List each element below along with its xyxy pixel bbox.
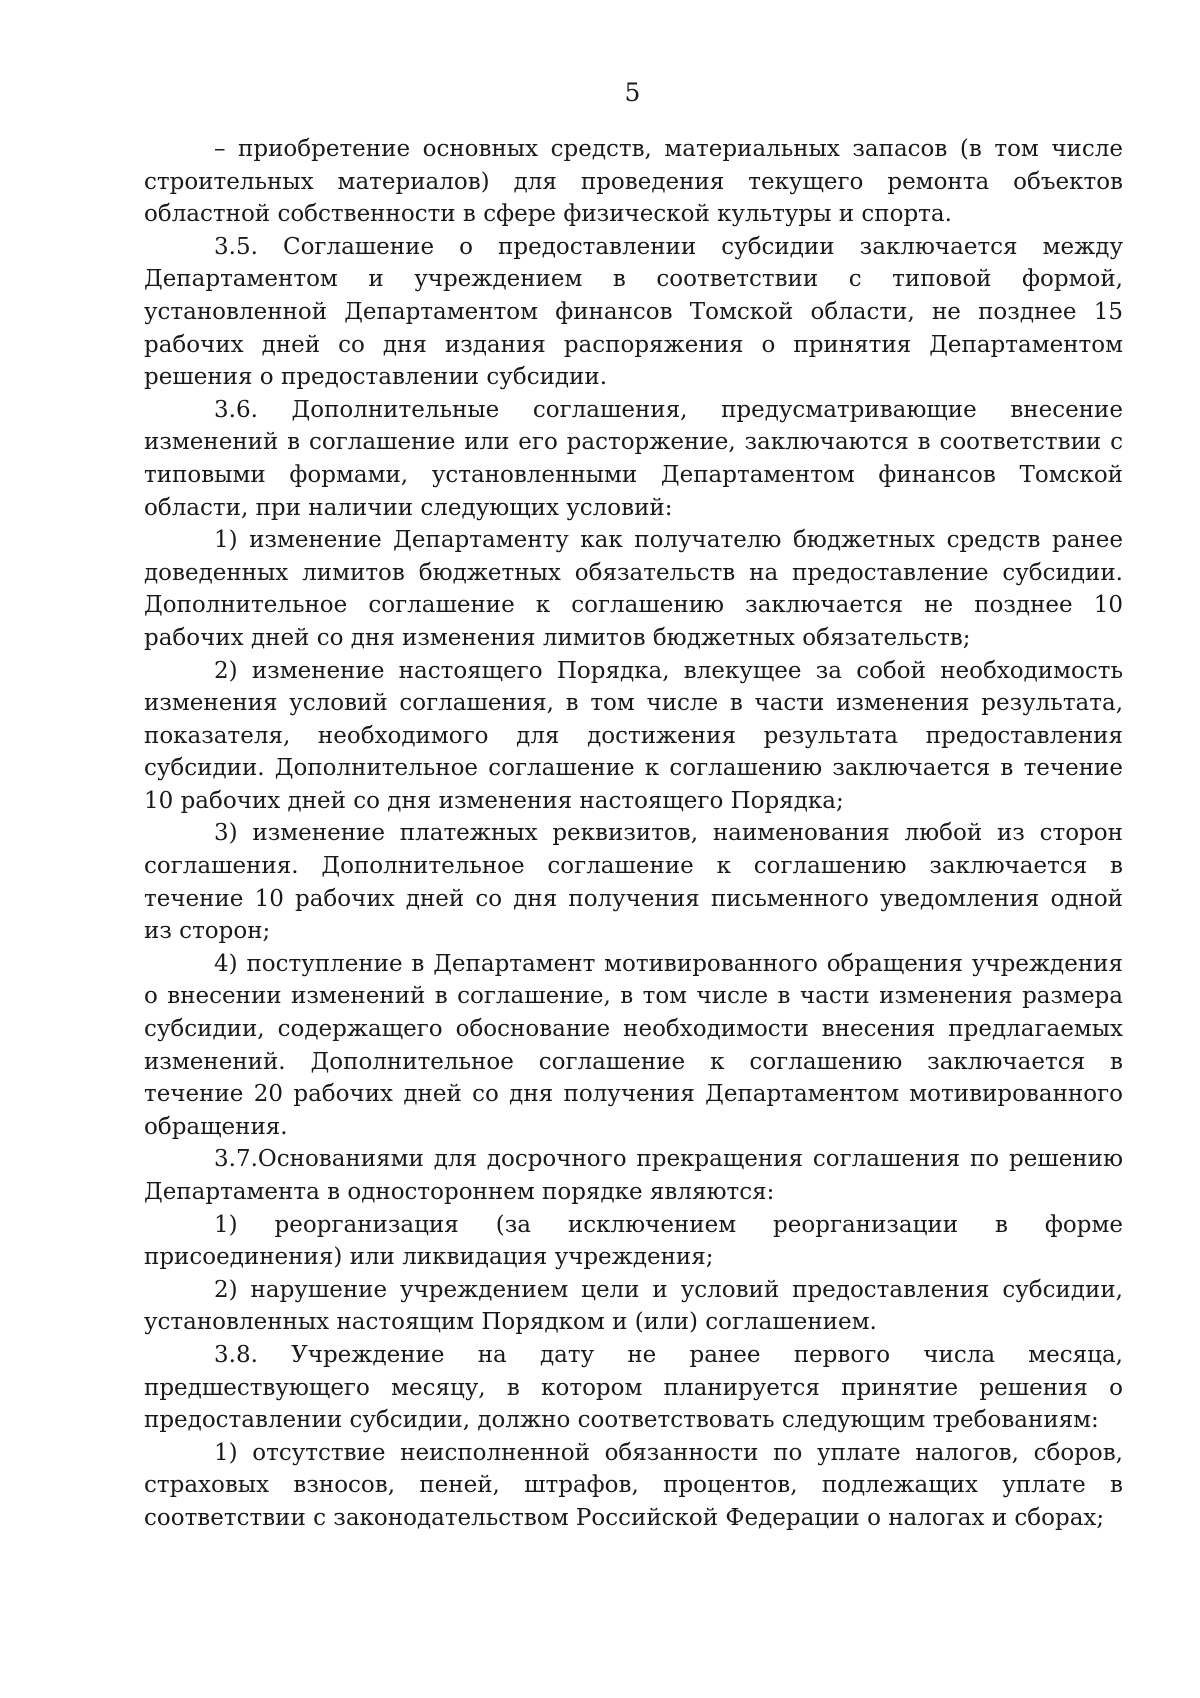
paragraph-3-6-item-2: 2) изменение настоящего Порядка, влекущее за собой необходимость изменения условий соглашения, в том числе в части изменения результата, показателя, необходимого для достижения результата предоставления субсидии. Дополнительное соглашение к соглашению заключается в течение 10 рабочих дней со дня изменения настоящего Порядка; — [144, 657, 1123, 814]
paragraph-3-6: 3.6. Дополнительные соглашения, предусматривающие внесение изменений в соглашение или его расторжение, заключаются в соответствии с типовыми формами, установленными Департаментом финансов Томской области, при наличии следующих условий: — [144, 396, 1123, 521]
paragraph-3-6-item-1: 1) изменение Департаменту как получателю бюджетных средств ранее доведенных лимитов бюджетных обязательств на предоставление субсидии. Дополнительное соглашение к соглашению заключается не позднее 10 рабочих дней со дня изменения лимитов бюджетных обязательств; — [144, 527, 1123, 651]
paragraph-3-8-item-1: 1) отсутствие неисполненной обязанности по уплате налогов, сборов, страховых взносов, пеней, штрафов, процентов, подлежащих уплате в соответствии с законодательством Российской Федерации о налогах и сборах; — [144, 1439, 1123, 1531]
paragraph-3-7-item-1: 1) реорганизация (за исключением реорганизации в форме присоединения) или ликвидация учреждения; — [144, 1211, 1123, 1271]
paragraph-3-8: 3.8. Учреждение на дату не ранее первого числа месяца, предшествующего месяцу, в котором планируется принятие решения о предоставлении субсидии, должно соответствовать следующим требованиям: — [144, 1341, 1123, 1434]
paragraph-3-6-item-3: 3) изменение платежных реквизитов, наименования любой из сторон соглашения. Дополнительное соглашение к соглашению заключается в течение 10 рабочих дней со дня получения письменного уведомления одной из сторон; — [144, 820, 1123, 945]
document-body — [144, 133, 1123, 1535]
paragraph-list-item-dash: – приобретение основных средств, материальных запасов (в том числе строительных материалов) для проведения текущего ремонта объектов областной собственности в сфере физической культуры и спорта. — [144, 136, 1123, 228]
paragraph-3-6-item-4: 4) поступление в Департамент мотивированного обращения учреждения о внесении изменений в соглашение, в том числе в части изменения размера субсидии, содержащего обоснование необходимости внесения предлагаемых изменений. Дополнительное соглашение к соглашению заключается в течение 20 рабочих дней со дня получения Департаментом мотивированного обращения. — [144, 950, 1123, 1140]
page-number: 5 — [624, 78, 641, 107]
paragraph-3-5: 3.5. Соглашение о предоставлении субсидии заключается между Департаментом и учреждением в соответствии с типовой формой, установленной Департаментом финансов Томской области, не позднее 15 рабочих дней со дня издания распоряжения о принятия Департаментом решения о предоставлении субсидии. — [144, 233, 1123, 391]
paragraph-3-7: 3.7.Основаниями для досрочного прекращения соглашения по решению Департамента в одностороннем порядке являются: — [144, 1146, 1123, 1205]
paragraph-3-7-item-2: 2) нарушение учреждением цели и условий предоставления субсидии, установленных настоящим Порядком и (или) соглашением. — [144, 1276, 1123, 1336]
